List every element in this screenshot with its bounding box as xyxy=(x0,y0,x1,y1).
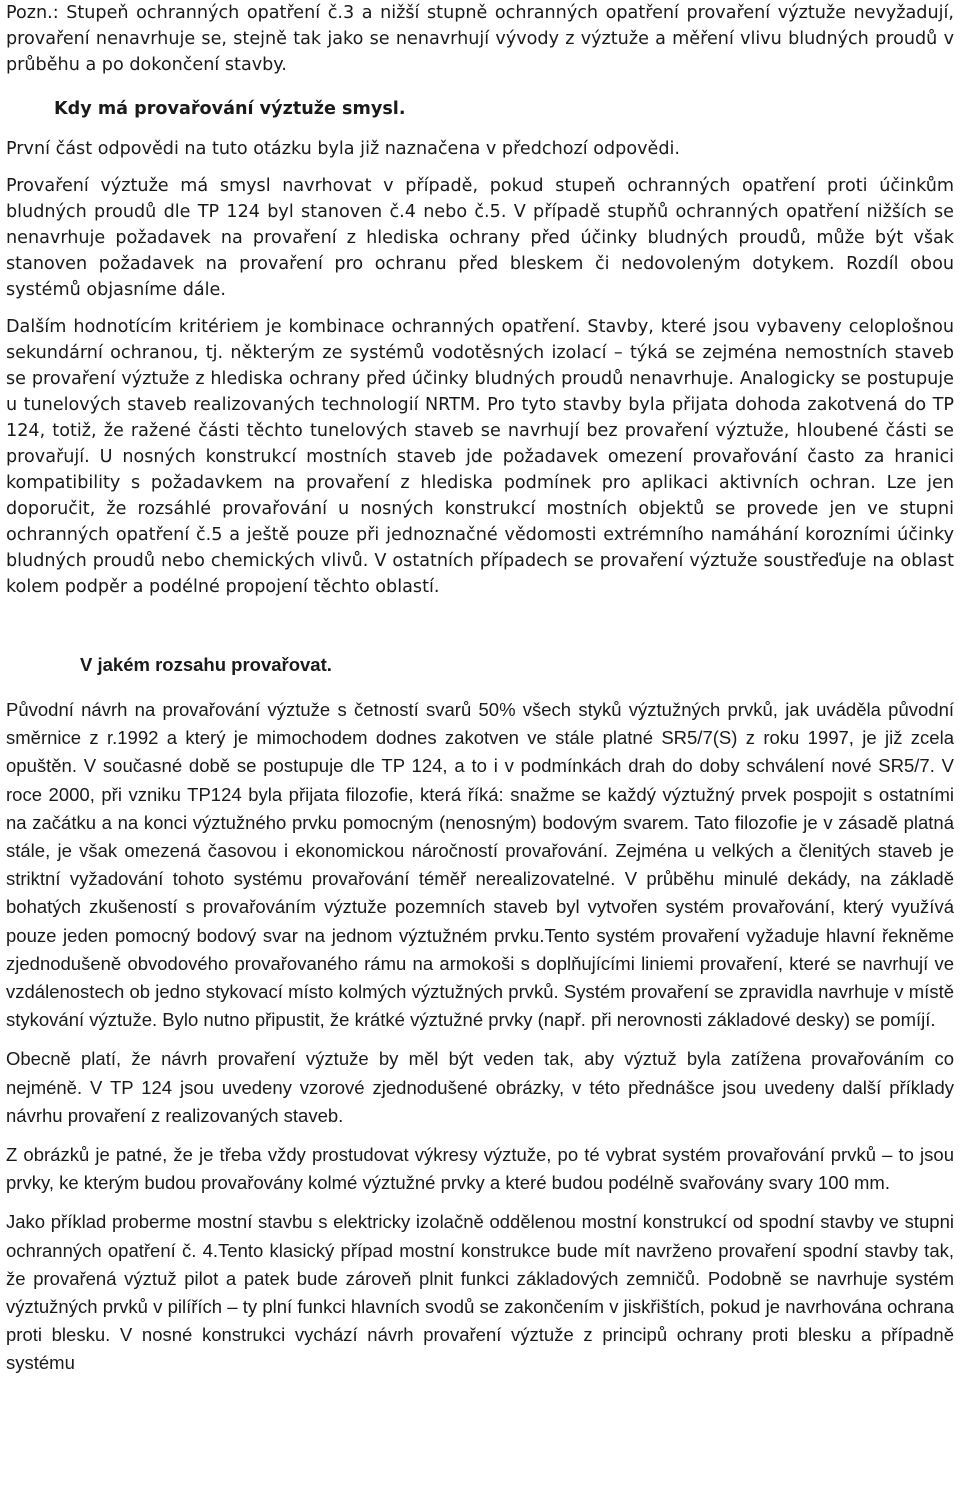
paragraph-first-part: První část odpovědi na tuto otázku byla již naznačena v předchozí odpovědi. xyxy=(6,139,680,159)
paragraph-original-design: Původní návrh na provařování výztuže s četností svarů 50% všech styků výztužných prvků, jak uváděla původní směrnice z r.1992 a který je mimochodem dodnes zakotven ve stále platné SR5/7(S) z roku 1997, je již zcela opuštěn. V současné době se postupuje dle TP 124, a to i v podmínkách drah do doby schválení nové SR5/7. V roce 2000, při vzniku TP124 byla přijata filozofie, která říká: snažme se každý výztužný prvek pospojit s ostatními na začátku a na konci výztužného prvku pomocným (nenosným) bodovým svarem. Tato filozofie je v zásadě platná stále, je však omezená časovou i ekonomickou náročností provařování. Zejména u velkých a členitých staveb je striktní vyžadování tohoto systému provařování téměř nerealizovatelné. V průběhu minulé dekády, na základě bohatých zkušeností s provařováním výztuže pozemních staveb byl vytvořen systém provařování, který využívá pouze jeden pomocný bodový svar na jednom výztužném prvku.Tento systém provaření vyžaduje hlavní řekněme zjednodušeně obvodového provařovaného rámu na armokoši s doplňujícími liniemi provaření, které se navrhují ve vzdálenostech ob jedno stykovací místo kolmých výztužných prvků. Systém provaření se zpravidla navrhuje v místě stykování výztuže. Bylo nutno připustit, že krátké výztužné prvky (např. při nerovnosti základové desky) se pomíjí. xyxy=(6,699,954,1031)
heading-when-to-weld: Kdy má provařování výztuže smysl. xyxy=(54,99,406,119)
paragraph-figures: Z obrázků je patné, že je třeba vždy prostudovat výkresy výztuže, po té vybrat systém provařování prvků – to jsou prvky, ke kterým budou provařovány kolmé výztužné prvky a které budou podélně svařovány svary 100 mm. xyxy=(6,1144,954,1194)
heading-extent: V jakém rozsahu provařovat. xyxy=(80,654,332,675)
paragraph-when-body: Provaření výztuže má smysl navrhovat v případě, pokud stupeň ochranných opatření proti účinkům bludných proudů dle TP 124 byl stanoven č.4 nebo č.5. V případě stupňů ochranných opatření nižších se nenavrhuje požadavek na provaření z hlediska ochrany před účinky bludných proudů, může být však stanoven požadavek na provaření pro ochranu před bleskem či nedovoleným dotykem. Rozdíl obou systémů objasníme dále. xyxy=(6,176,954,300)
note-paragraph: Pozn.: Stupeň ochranných opatření č.3 a nižší stupně ochranných opatření provaření výztuže nevyžadují, provaření nenavrhuje se, stejně tak jako se nenavrhují vývody z výztuže a měření vlivu bludných proudů v průběhu a po dokončení stavby. xyxy=(6,3,954,75)
paragraph-example: Jako příklad proberme mostní stavbu s elektricky izolačně oddělenou mostní konstrukcí od spodní stavby ve stupni ochranných opatření č. 4.Tento klasický případ mostní konstrukce bude mít navrženo provaření spodní stavby tak, že provařená výztuž pilot a patek bude zároveň plnit funkci základových zemničů. Podobně se navrhuje systém výztužných prvků v pilířích – ty plní funkci hlavních svodů se zakončením v jiskřištích, pokud je navrhována ochrana proti blesku. V nosné konstrukci vychází návrh provaření výztuže z principů ochrany proti blesku a případně systému xyxy=(6,1211,954,1374)
document-page xyxy=(6,0,954,1378)
paragraph-criteria: Dalším hodnotícím kritériem je kombinace ochranných opatření. Stavby, které jsou vybaveny celoplošnou sekundární ochranou, tj. některým ze systémů vodotěsných izolací – týká se zejména nemostních staveb se provaření výztuže z hlediska ochrany před účinky bludných proudů nenavrhuje. Analogicky se postupuje u tunelových staveb realizovaných technologií NRTM. Pro tyto stavby byla přijata dohoda zakotvená do TP 124, totiž, že ražené části těchto tunelových staveb se navrhují bez provaření výztuže, hloubené části se provařují. U nosných konstrukcí mostních staveb jde požadavek omezení provařování často za hranici kompatibility s požadavkem na provaření z hlediska podmínek pro aplikaci aktivních ochran. Lze jen doporučit, že rozsáhlé provařování u nosných konstrukcí mostních objektů se provede jen ve stupni ochranných opatření č.5 a ještě pouze při jednoznačné vědomosti extrémního namáhání korozními účinky bludných proudů nebo chemických vlivů. V ostatních případech se provaření výztuže soustřeďuje na oblast kolem podpěr a podélné propojení těchto oblastí. xyxy=(6,317,954,597)
paragraph-general: Obecně platí, že návrh provaření výztuže by měl být veden tak, aby výztuž byla zatížena provařováním co nejméně. V TP 124 jsou uvedeny vzorové zjednodušené obrázky, v této přednášce jsou uvedeny další příklady návrhu provaření z realizovaných staveb. xyxy=(6,1048,954,1126)
